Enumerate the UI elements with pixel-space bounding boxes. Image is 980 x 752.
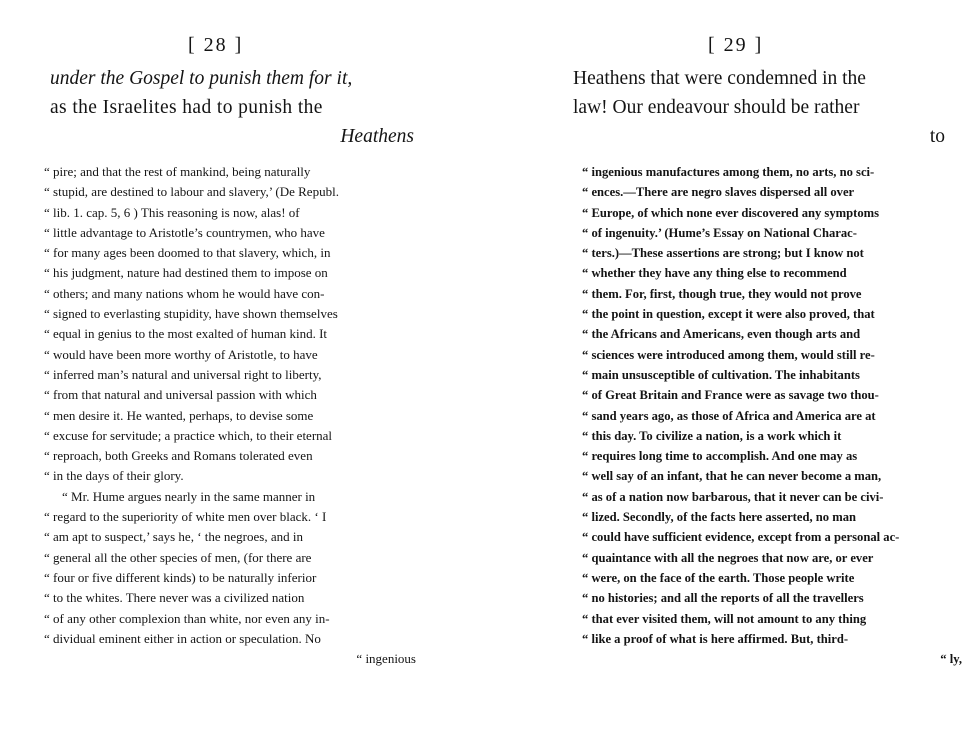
- text-line: “ reproach, both Greeks and Romans tolerated even: [44, 448, 313, 464]
- text-line: “ am apt to suspect,’ says he, ‘ the negroes, and in: [44, 529, 303, 545]
- catchword: “ ingenious: [356, 651, 416, 667]
- text-line: “ ingenious manufactures among them, no arts, no sci-: [582, 165, 875, 179]
- text-line: “ them. For, first, though true, they would not prove: [582, 286, 862, 301]
- text-line: “ Europe, of which none ever discovered any symptoms: [582, 205, 880, 220]
- text-line: “ dividual eminent either in action or speculation. No: [44, 630, 321, 646]
- text-line: “ of Great Britain and France were as savage two thou-: [582, 388, 879, 403]
- text-line: “ signed to everlasting stupidity, have shown themselves: [44, 306, 338, 322]
- text-line: “ others; and many nations whom he would have con-: [44, 285, 325, 301]
- text-line: “ four or five different kinds) to be naturally inferior: [44, 569, 317, 585]
- text-line: “ his judgment, nature had destined them to impose on: [44, 265, 328, 281]
- text-line: “ Mr. Hume argues nearly in the same manner in: [62, 488, 316, 504]
- text-line: “ as of a nation now barbarous, that it never can be civi-: [582, 489, 884, 504]
- text-line: “ ters.)—These assertions are strong; but I know not: [582, 246, 864, 261]
- text-line: “ quaintance with all the negroes that now are, or ever: [582, 550, 874, 565]
- text-line: “ like a proof of what is here affirmed. But, third-: [582, 631, 849, 646]
- text-line: “ this day. To civilize a nation, is a work which it: [582, 428, 842, 443]
- text-line: “ inferred man’s natural and universal right to liberty,: [44, 366, 322, 382]
- text-line: “ main unsusceptible of cultivation. The inhabitants: [582, 367, 860, 382]
- running-text-line: Heathens that were condemned in the: [573, 68, 866, 89]
- text-line: “ in the days of their glory.: [44, 468, 184, 484]
- text-line: “ well say of an infant, that he can never become a man,: [582, 469, 882, 484]
- running-text-line: as the Israelites had to punish the: [50, 97, 323, 118]
- text-line: “ lized. Secondly, of the facts here asserted, no man: [582, 510, 857, 525]
- page-number: [ 29 ]: [708, 34, 764, 56]
- text-line: “ whether they have any thing else to recommend: [582, 266, 847, 281]
- text-line: “ that ever visited them, will not amount to any thing: [582, 611, 867, 626]
- text-line: “ to the whites. There never was a civilized nation: [44, 590, 305, 606]
- page-number: [ 28 ]: [188, 34, 244, 56]
- running-text-line: under the Gospel to punish them for it,: [50, 68, 353, 89]
- right-page: [560, 0, 960, 752]
- text-line: “ the point in question, except it were also proved, that: [582, 307, 875, 322]
- catchword: “ ly,: [940, 652, 962, 667]
- running-text-line: law! Our endeavour should be rather: [573, 97, 860, 118]
- text-line: “ would have been more worthy of Aristotle, to have: [44, 346, 318, 362]
- catchword: Heathens: [340, 126, 414, 147]
- text-line: “ stupid, are destined to labour and slavery,’ (De Republ.: [44, 184, 339, 200]
- text-line: “ for many ages been doomed to that slavery, which, in: [44, 245, 331, 261]
- catchword: to: [929, 126, 945, 147]
- text-line: “ from that natural and universal passion with which: [44, 387, 317, 403]
- text-line: “ ences.—There are negro slaves dispersed all over: [582, 185, 855, 200]
- text-line: “ no histories; and all the reports of all the travellers: [582, 591, 864, 606]
- text-line: “ lib. 1. cap. 5, 6 ) This reasoning is now, alas! of: [44, 204, 300, 220]
- text-line: “ men desire it. He wanted, perhaps, to devise some: [44, 407, 314, 423]
- text-line: “ excuse for servitude; a practice which, to their eternal: [44, 427, 333, 443]
- text-line: “ were, on the face of the earth. Those people write: [582, 570, 855, 585]
- body-text: [44, 162, 416, 669]
- text-line: “ pire; and that the rest of mankind, being naturally: [44, 164, 311, 179]
- text-line: “ of any other complexion than white, nor even any in-: [44, 610, 330, 626]
- text-line: “ regard to the superiority of white men over black. ‘ I: [44, 509, 327, 525]
- text-line: “ little advantage to Aristotle’s countrymen, who have: [44, 224, 325, 240]
- text-line: “ of ingenuity.’ (Hume’s Essay on National Charac-: [582, 225, 857, 240]
- text-line: “ general all the other species of men, (for there are: [44, 549, 312, 565]
- left-page: [40, 0, 420, 752]
- text-line: “ sand years ago, as those of Africa and America are at: [582, 408, 876, 423]
- text-line: “ sciences were introduced among them, would still re-: [582, 347, 875, 362]
- text-line: “ could have sufficient evidence, except from a personal ac-: [582, 530, 900, 545]
- text-line: “ requires long time to accomplish. And one may as: [582, 449, 858, 464]
- text-line: “ the Africans and Americans, even though arts and: [582, 327, 861, 342]
- body-text: [582, 162, 962, 669]
- text-line: “ equal in genius to the most exalted of human kind. It: [44, 326, 328, 342]
